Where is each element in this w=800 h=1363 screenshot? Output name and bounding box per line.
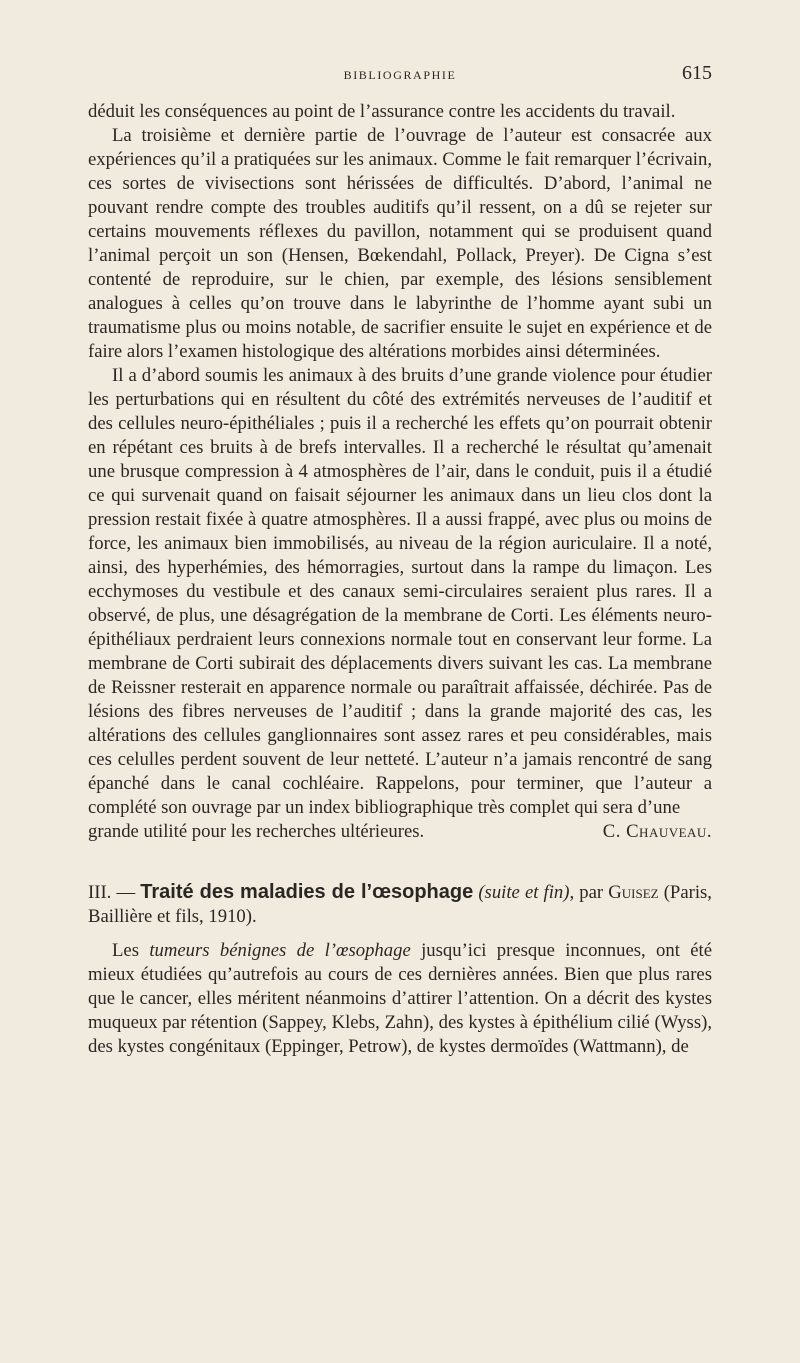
review-closing-line: [88, 820, 712, 844]
review-title-suffix: (suite et fin): [478, 882, 570, 903]
review-section: [88, 880, 712, 1059]
review-number: III. —: [88, 882, 136, 903]
review-signature: C. Chauveau.: [602, 821, 712, 842]
paragraph: Il a d’abord soumis les animaux à des bruits d’une grande violence pour étudier les perturbations qui en résultent du côté des extrémités nerveuses de l’auditif et des cellules neuro-épithéliales ; puis il a recherché les effets qu’on pourrait obtenir en répétant ces bruits à de brefs intervalles. Il a recherché le résultat qu’amenait une brusque compression à 4 atmosphères de l’air, dans le conduit, puis il a étudié ce qui survenait quand on faisait séjourner les animaux dans un lieu clos dont la pression restait fixée à quatre atmosphères. Il a aussi frappé, avec plus ou moins de force, les animaux bien immobilisés, au niveau de la région auriculaire. Il a noté, ainsi, des hyperhémies, des hémorragies, surtout dans la rampe du limaçon. Les ecchymoses du vestibule et des canaux semi-circulaires seraient plus rares. Il a observé, de plus, une désagrégation de la membrane de Corti. Les éléments neuro-épithéliaux perdraient leurs connexions normale tout en conservant leur forme. La membrane de Corti subirait des déplacements divers suivant les cas. La membrane de Reissner resterait en apparence normale ou paraîtrait affaissée, déchirée. Pas de lésions des fibres nerveuses de l’auditif ; dans la grande majorité des cas, les altérations des cellules ganglionnaires sont assez rares et peu considérables, mais ces celulles perdent souvent de leur netteté. L’auteur n’a jamais rencontré de sang épanché dans le canal cochléaire. Rappelons, pour terminer, que l’auteur a complété son ouvrage par un index bibliographique très complet qui sera d’une: [88, 365, 712, 818]
review-title: Traité des maladies de l’œsophage: [140, 881, 474, 903]
review-heading: [88, 880, 712, 929]
paragraph-lead: Les: [112, 940, 139, 961]
paragraph: déduit les conséquences au point de l’assurance contre les accidents du travail.: [88, 101, 676, 122]
page-body: [88, 100, 712, 1059]
page-number: 615: [682, 62, 712, 84]
review-author: Guisez: [608, 882, 659, 903]
review-by: , par: [569, 882, 604, 903]
paragraph: [88, 939, 712, 1059]
running-head: [88, 62, 712, 86]
paragraph-italic: tumeurs bénignes de l’œsophage: [149, 940, 411, 961]
review-publisher: (Paris, Baillière et fils, 1910).: [88, 882, 712, 927]
paragraph: La troisième et dernière partie de l’ouvrage de l’auteur est consacrée aux expériences qu’il a pratiquées sur les animaux. Comme le fait remarquer l’écrivain, ces sortes de vivisections sont hérissées de difficultés. D’abord, l’animal ne pouvant rendre compte des troubles auditifs qu’il ressent, on a dû se rejeter sur certains mouvements réflexes du pavillon, notamment qui se produisent quand l’animal perçoit un son (Hensen, Bœkendahl, Pollack, Preyer). De Cigna s’est contenté de reproduire, sur le chien, par exemple, des lésions sensiblement analogues à celles qu’on trouve dans le labyrinthe de l’homme ayant subi un traumatisme plus ou moins notable, de sacrifier ensuite le sujet en expérience et de faire alors l’examen histologique des altérations morbides ainsi déterminées.: [88, 125, 712, 362]
paragraph-rest: jusqu’ici presque inconnues, ont été mieux étudiées qu’autrefois au cours de ces dernières années. Bien que plus rares que le cancer, elles méritent néanmoins d’attirer l’attention. On a décrit des kystes muqueux par rétention (Sappey, Klebs, Zahn), des kystes à épithélium cilié (Wyss), des kystes congénitaux (Eppinger, Petrow), de kystes dermoïdes (Wattmann), de: [88, 940, 713, 1057]
running-title: BIBLIOGRAPHIE: [343, 68, 457, 82]
closing-text: grande utilité pour les recherches ultérieures.: [88, 821, 425, 842]
